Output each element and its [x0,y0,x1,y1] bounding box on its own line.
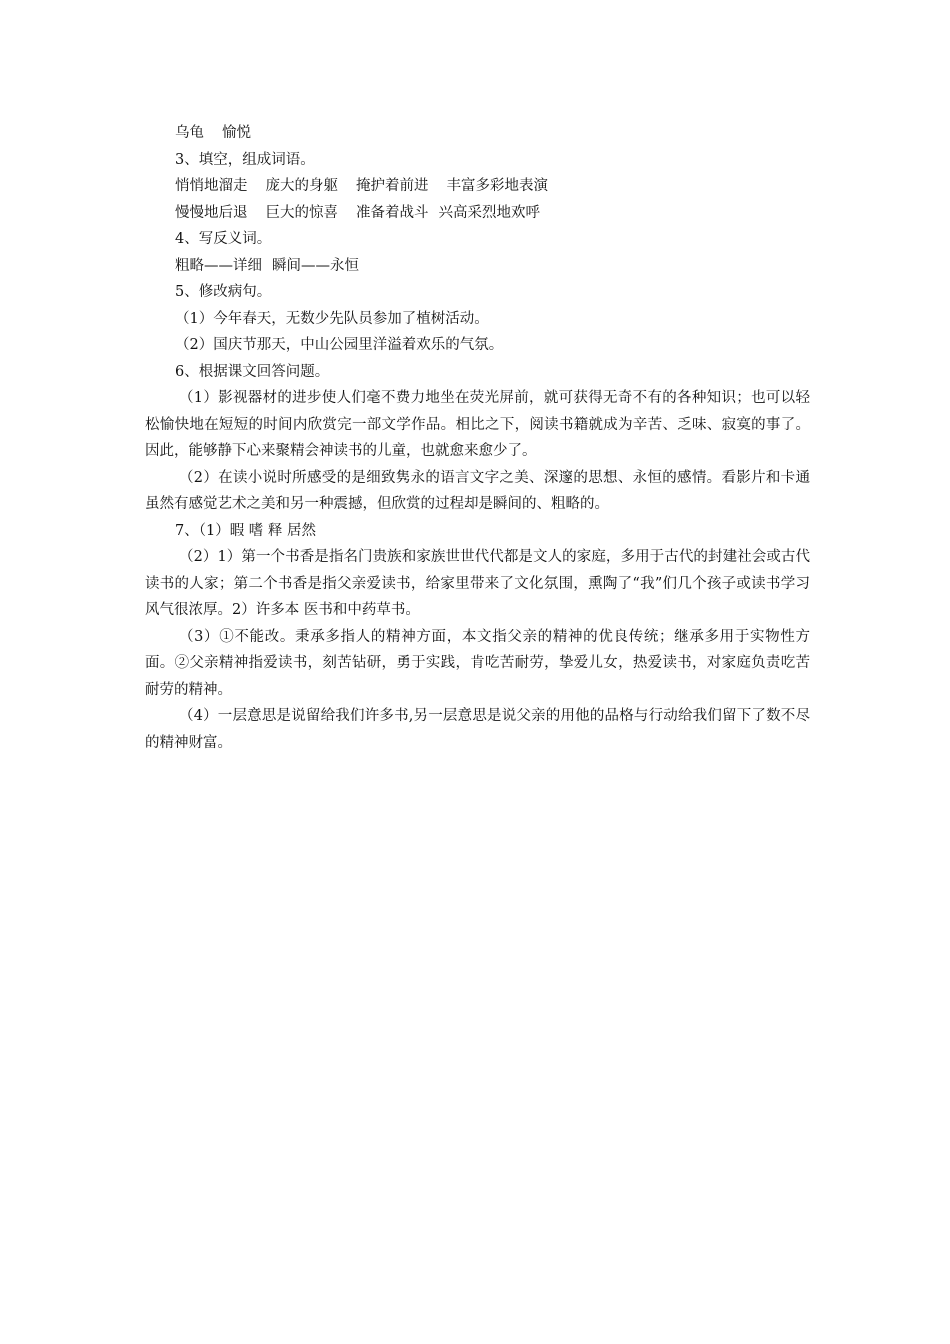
answer-7-4: （4）一层意思是说留给我们许多书,另一层意思是说父亲的用他的品格与行动给我们留下了数不尽的精神财富。 [145,708,810,751]
corrected-sentence-2: （2）国庆节那天，中山公园里洋溢着欢乐的气氛。 [175,337,504,353]
answer-7-3: （3）①不能改。秉承多指人的精神方面，本文指父亲的精神的优良传统；继承多用于实物性方面。②父亲精神指爱读书，刻苦钻研，勇于实践，肯吃苦耐劳，挚爱儿女，热爱读书，对家庭负责吃苦耐劳的精神。 [145,628,810,698]
antonym-pair: 粗略——详细 [175,257,262,274]
word-item: 乌龟 [175,125,204,141]
question-4-heading: 4、写反义词。 [175,231,272,247]
corrected-sentence-1: （1）今年春天，无数少先队员参加了植树活动。 [175,310,489,327]
antonym-pair: 瞬间——永恒 [272,257,359,274]
antonym-row [145,253,810,280]
answer-6-2: （2）在读小说时所感受的是细致隽永的语言文字之美、深邃的思想、永恒的感情。看影片和卡通虽然有感觉艺术之美和另一种震撼，但欣赏的过程却是瞬间的、粗略的。 [145,469,810,512]
phrase-item: 掩护着前进 [356,178,429,194]
answer-7-2: （2）1）第一个书香是指名门贵族和家族世世代代都是文人的家庭，多用于古代的封建社会或古代读书的人家；第二个书香是指父亲爱读书，给家里带来了文化氛围，熏陶了“我”们几个孩子或读书学习风气很浓厚。2）许多本 医书和中药草书。 [145,549,810,618]
question-7-answer-1: 7、（1）暇 嗜 释 居然 [175,522,317,539]
question-6-heading: 6、根据课文回答问题。 [175,363,330,380]
word-item: 愉悦 [222,125,251,141]
phrase-item: 准备着战斗 [356,204,429,221]
phrase-item: 巨大的惊喜 [265,204,338,221]
phrase-item: 兴高采烈地欢呼 [438,204,540,221]
question-3-heading: 3、填空，组成词语。 [175,151,315,168]
phrase-item: 悄悄地溜走 [175,178,248,194]
phrase-row-2 [145,200,810,227]
phrase-item: 丰富多彩地表演 [446,178,548,194]
answer-6-1: （1）影视器材的进步使人们毫不费力地坐在荧光屏前，就可获得无奇不有的各种知识；也可以轻松愉快地在短短的时间内欣赏完一部文学作品。相比之下，阅读书籍就成为辛苦、乏味、寂寞的事了。因此，能够静下心来聚精会神读书的儿童，也就愈来愈少了。 [145,390,810,459]
word-pair-line [145,120,810,147]
phrase-item: 庞大的身躯 [265,178,338,194]
question-5-heading: 5、修改病句。 [175,284,272,300]
phrase-item: 慢慢地后退 [175,204,248,221]
answer-key-body [145,120,810,756]
phrase-row-1 [145,173,810,200]
